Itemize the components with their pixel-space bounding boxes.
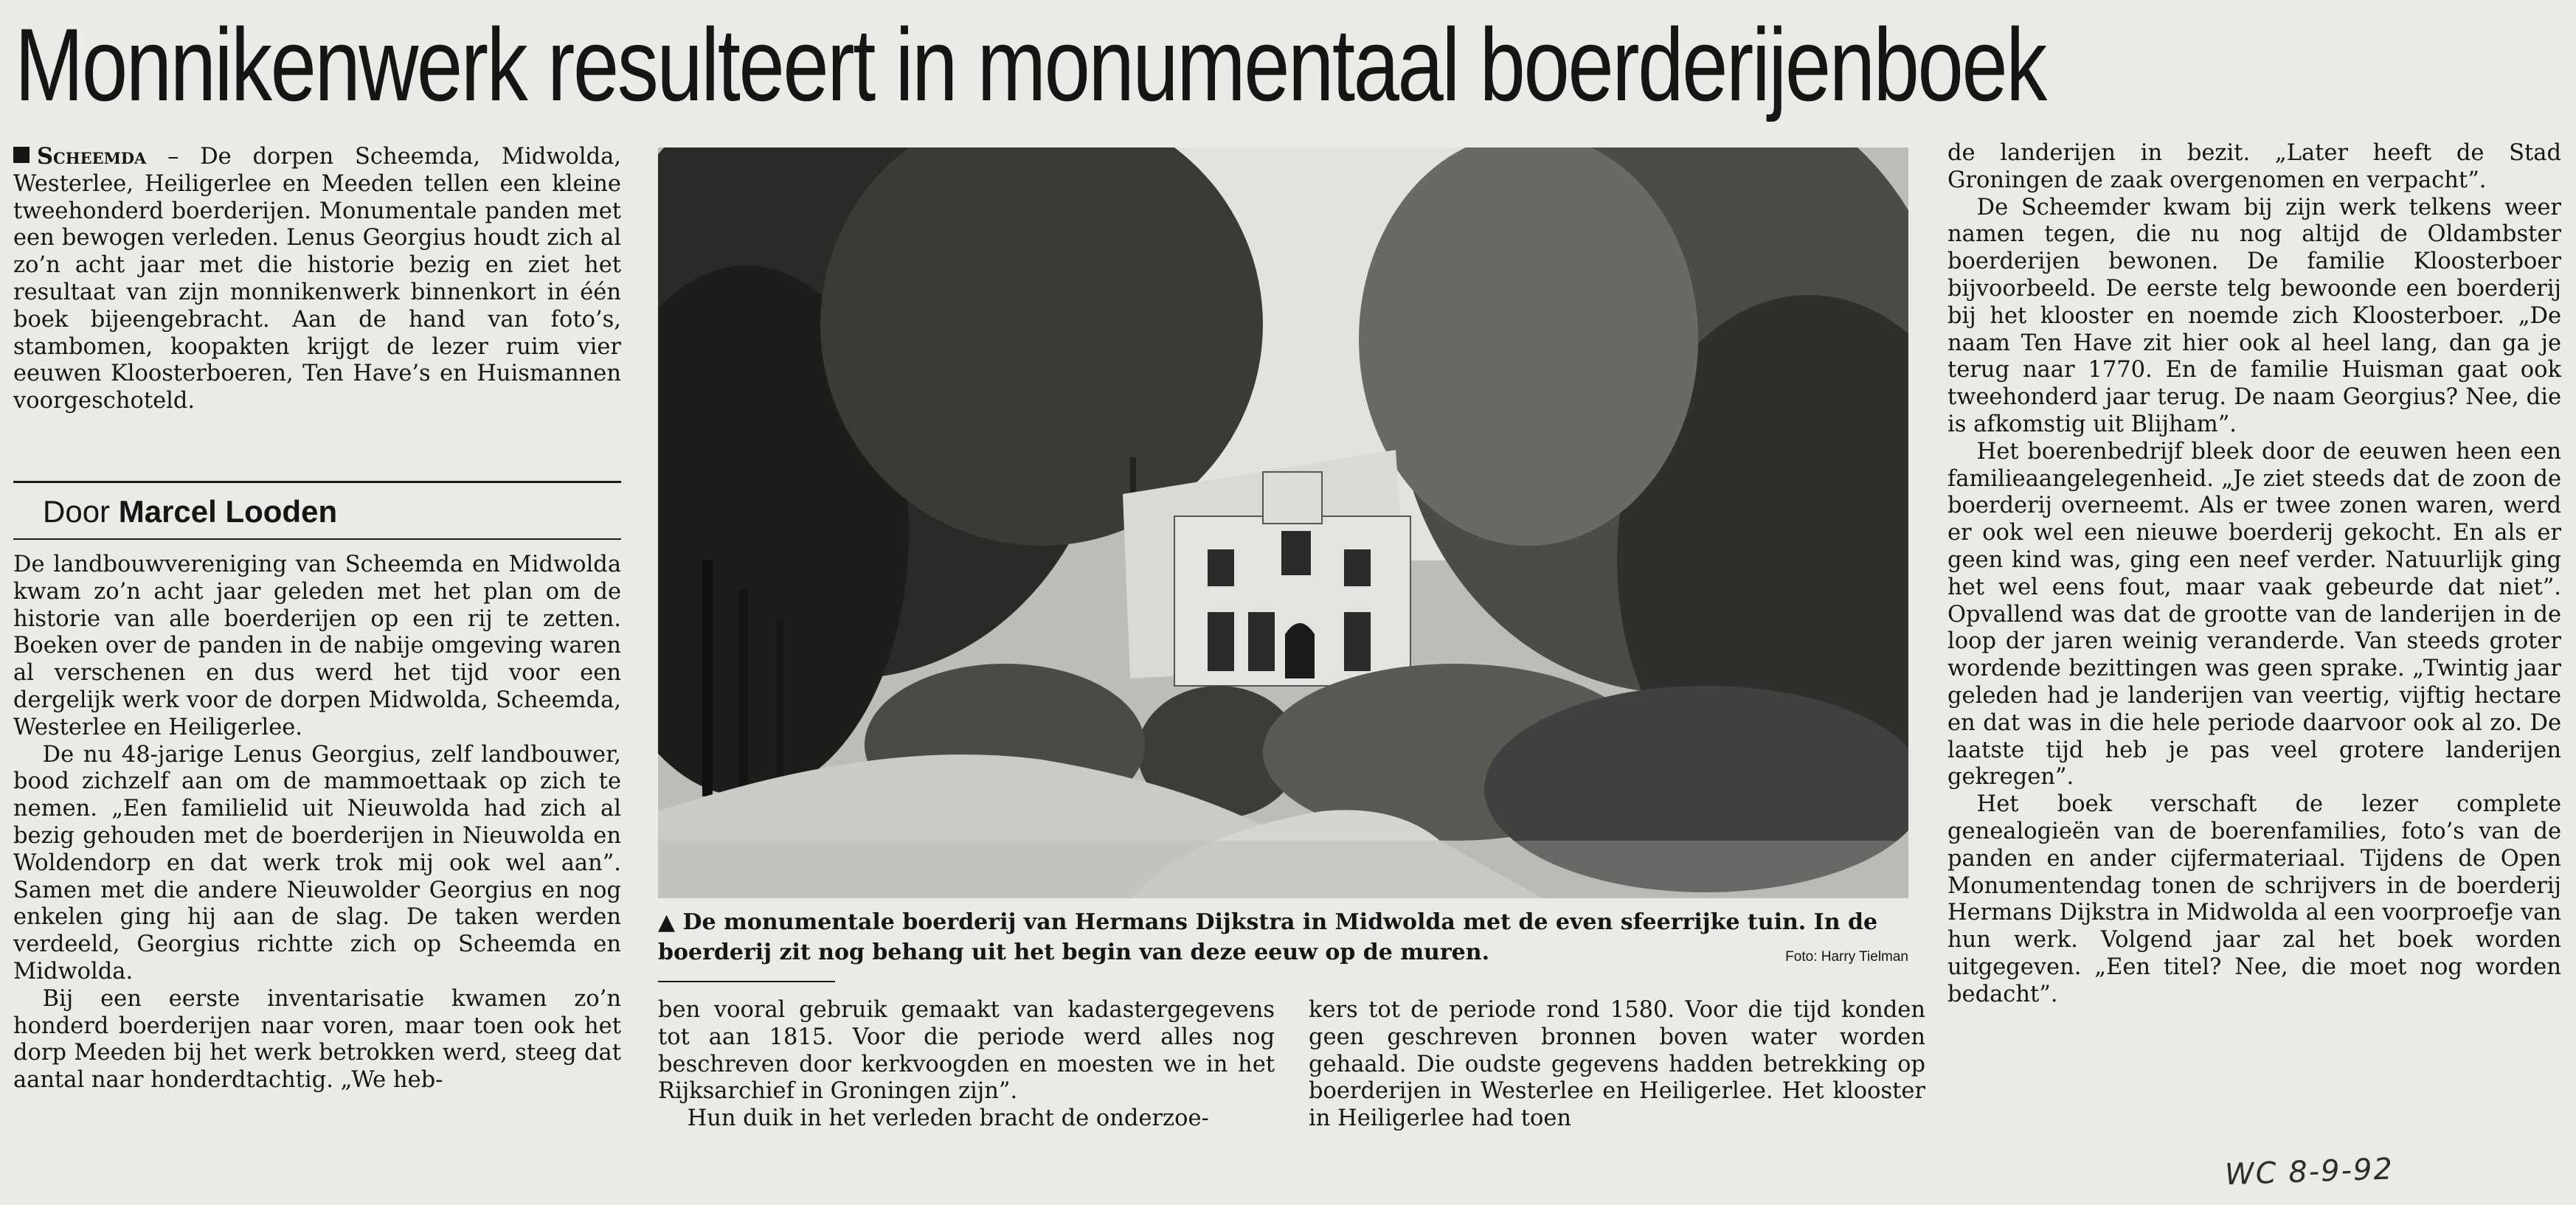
article-column-4 — [1947, 140, 2561, 1009]
article-paragraph: Het boerenbedrijf bleek door de eeuwen heen een familieaangelegenheid. „Je ziet steeds dat de zoon de boerderij overneemt. Als er twee zonen waren, werd er ook wel een nieuwe boerderij gekocht. En als er geen kind was, ging een neef verder. Natuurlijk ging het wel eens fout, maar vaak gebeurde dat niet”. Opvallend was dat de grootte van de landerijen in de loop der jaren weinig veranderde. Van steeds groter wordende bezittingen was geen sprake. „Twintig jaar geleden had je landerijen van veertig, vijftig hectare en dat was in die hele periode daarvoor ook al zo. De laatste tijd heb je pas veel grotere landerijen gekregen”. — [1947, 438, 2561, 791]
handwritten-date-note: WC 8-9-92 — [2224, 1152, 2395, 1192]
intro-paragraph — [13, 143, 621, 415]
byline-author: Marcel Looden — [118, 494, 338, 529]
article-paragraph: Hun duik in het verleden bracht de onderzoe- — [687, 1105, 1209, 1132]
article-paragraph: ben vooral gebruik gemaakt van kadastergegevens tot aan 1815. Voor die periode werd alles nog beschreven door kerkvoogden en moesten we in het Rijksarchief in Groningen zijn”. — [658, 997, 1275, 1105]
article-column-3 — [1309, 997, 1925, 1133]
article-paragraph: De Scheemder kwam bij zijn werk telkens weer namen tegen, die nu nog altijd de Oldambster boerderijen bewonen. De familie Kloosterboer bijvoorbeeld. De eerste telg bewoonde een boerderij bij het klooster en noemde zich Kloosterboer. „De naam Ten Have zit hier ook al heel lang, dan ga je terug naar 1770. En de familie Huisman gaat ook tweehonderd jaar terug. De naam Georgius? Nee, die is afkomstig uit Blijham”. — [1947, 194, 2561, 437]
article-paragraph: de landerijen in bezit. „Later heeft de Stad Groningen de zaak overgenomen en verpacht”. — [1947, 140, 2561, 193]
article-paragraph: De nu 48-jarige Lenus Georgius, zelf landbouwer, bood zichzelf aan om de mammoettaak op zich te nemen. „Een familielid uit Nieuwolda had zich al bezig gehouden met de boerderijen in Nieuwolda en Woldendorp en dat werk trok mij ook wel aan”. Samen met die andere Nieuwolder Georgius en nog enkelen ging hij aan de slag. De taken werden verdeeld, Georgius richtte zich op Scheemda en Midwolda. — [13, 741, 621, 985]
caption-rule — [658, 981, 835, 982]
square-bullet-icon — [13, 147, 30, 163]
article-paragraph: De landbouwvereniging van Scheemda en Midwolda kwam zo’n acht jaar geleden met het plan om de historie van alle boerderijen op een rij te zetten. Boeken over de panden in de nabije omgeving waren al verschenen en dus werd het tijd voor een dergelijk werk voor de dorpen Midwolda, Scheemda, Westerlee en Heiligerlee. — [13, 552, 621, 740]
byline-rule-bottom — [13, 538, 621, 540]
article-column-2 — [658, 997, 1275, 1133]
article-column-1 — [13, 552, 621, 1094]
byline — [43, 490, 618, 534]
farmhouse-photo — [658, 147, 1908, 898]
headline: Monnikenwerk resulteert in monumentaal boerderijenboek — [15, 7, 2046, 122]
caption-text: De monumentale boerderij van Hermans Dijkstra in Midwolda met de even sfeerrijke tuin. In de boerderij zit nog behang uit het begin van deze eeuw op de muren. — [658, 909, 1878, 965]
photo-credit: Foto: Harry Tielman — [1785, 949, 1908, 965]
article-paragraph: Het boek verschaft de lezer complete genealogieën van de boerenfamilies, foto’s van de panden en ander cijfermateriaal. Tijdens de Open Monumentendag tonen de schrijvers in de boerderij Hermans Dijkstra in Midwolda al een voorproefje van hun werk. Volgend jaar zal het boek worden uitgegeven. „Een titel? Nee, die moet nog worden bedacht”. — [1947, 791, 2561, 1007]
intro-text: – De dorpen Scheemda, Midwolda, Westerlee, Heiligerlee en Meeden tellen een kleine tweehonderd boerderijen. Monumentale panden met een bewogen verleden. Lenus Georgius houdt zich al zo’n acht jaar met die historie bezig en ziet het resultaat van zijn monnikenwerk binnenkort in één boek bijeengebracht. Aan de hand van foto’s, stambomen, koopakten krijgt de lezer ruim vier eeuwen Kloosterboeren, Ten Have’s en Huismannen voorgeschoteld. — [13, 144, 621, 414]
article-paragraph: kers tot de periode rond 1580. Voor die tijd konden geen geschreven bronnen boven water worden gehaald. Die oudste gegevens hadden betrekking op boerderijen in Westerlee en Heiligerlee. Het klooster in Heiligerlee had toen — [1309, 997, 1925, 1132]
article-paragraph: Bij een eerste inventarisatie kwamen zo’n honderd boerderijen naar voren, maar toen ook het dorp Meeden bij het werk betrokken werd, steeg dat aantal naar honderdtachtig. „We heb- — [13, 985, 621, 1094]
farmhouse-garden-image — [658, 147, 1908, 898]
byline-rule-top — [13, 481, 621, 483]
caption-triangle-icon: ▲ — [658, 909, 676, 935]
photo-caption — [658, 907, 1908, 973]
byline-prefix: Door — [43, 494, 111, 529]
dateline: Scheemda — [37, 143, 147, 170]
